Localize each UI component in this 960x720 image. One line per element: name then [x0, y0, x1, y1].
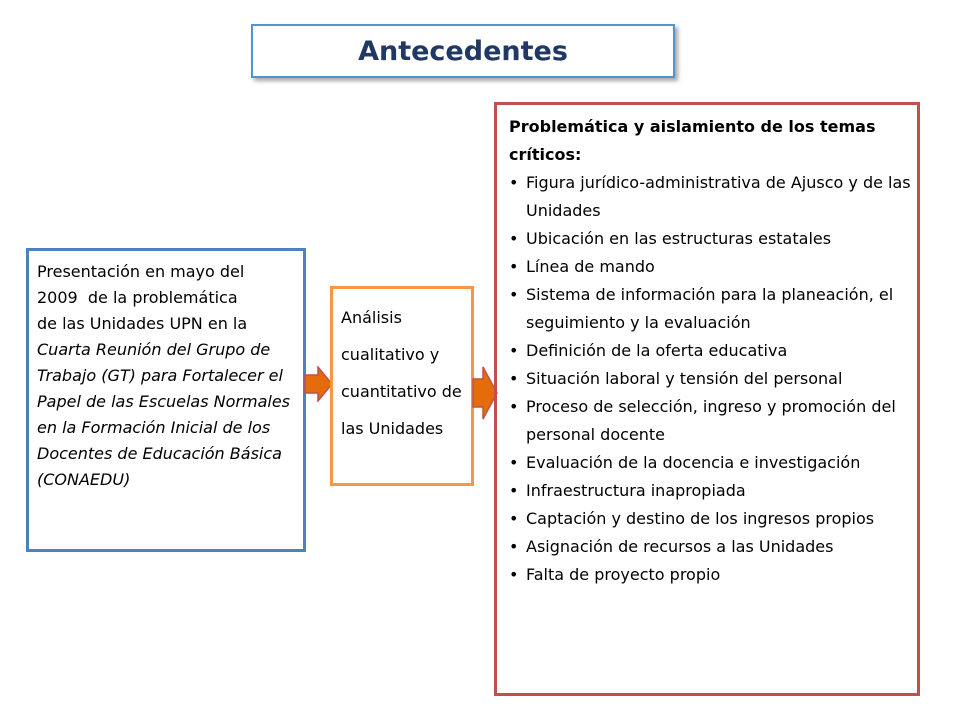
list-item	[509, 561, 911, 589]
bullet-icon: •	[509, 481, 519, 500]
bullet-icon: •	[509, 341, 519, 360]
list-item	[509, 393, 911, 449]
bullet-icon: •	[509, 565, 519, 584]
presentation-line-2: 2009 de la problemática	[37, 288, 238, 307]
list-item-text: Infraestructura inapropiada	[526, 481, 746, 500]
list-item-text: Evaluación de la docencia e investigación	[526, 453, 861, 472]
title-box	[251, 24, 675, 78]
list-item	[509, 477, 911, 505]
list-item	[509, 225, 911, 253]
bullet-icon: •	[509, 509, 519, 528]
list-item	[509, 337, 911, 365]
list-item-text: Figura jurídico-administrativa de Ajusco y de las Unidades	[526, 173, 911, 220]
list-item-text: Definición de la oferta educativa	[526, 341, 788, 360]
list-item	[509, 505, 911, 533]
presentation-box	[26, 248, 306, 552]
bullet-icon: •	[509, 537, 519, 556]
critical-issues-list	[509, 169, 911, 589]
critical-issues-heading: Problemática y aislamiento de los temas críticos:	[509, 117, 876, 164]
list-item-text: Situación laboral y tensión del personal	[526, 369, 843, 388]
analysis-text: Análisis cualitativo y cuantitativo de las Unidades	[341, 308, 462, 438]
bullet-icon: •	[509, 453, 519, 472]
list-item-text: Asignación de recursos a las Unidades	[526, 537, 834, 556]
critical-issues-box	[494, 102, 920, 696]
list-item-text: Captación y destino de los ingresos propios	[526, 509, 875, 528]
presentation-line-3: de las Unidades UPN en la	[37, 314, 248, 333]
list-item-text: Línea de mando	[526, 257, 655, 276]
page-title: Antecedentes	[358, 35, 568, 67]
bullet-icon: •	[509, 369, 519, 388]
list-item	[509, 449, 911, 477]
presentation-italic-text: Cuarta Reunión del Grupo de Trabajo (GT) para Fortalecer el Papel de las Escuelas Normales en la Formación Inicial de los Docentes de Educación Básica (CONAEDU)	[37, 340, 290, 489]
list-item	[509, 281, 911, 337]
list-item	[509, 533, 911, 561]
analysis-box	[330, 286, 474, 486]
bullet-icon: •	[509, 285, 519, 304]
list-item	[509, 253, 911, 281]
bullet-icon: •	[509, 229, 519, 248]
list-item	[509, 365, 911, 393]
bullet-icon: •	[509, 397, 519, 416]
bullet-icon: •	[509, 257, 519, 276]
list-item-text: Ubicación en las estructuras estatales	[526, 229, 832, 248]
list-item	[509, 169, 911, 225]
bullet-icon: •	[509, 173, 519, 192]
list-item-text: Proceso de selección, ingreso y promoción del personal docente	[526, 397, 896, 444]
presentation-line-1: Presentación en mayo del	[37, 262, 245, 281]
list-item-text: Falta de proyecto propio	[526, 565, 721, 584]
list-item-text: Sistema de información para la planeación, el seguimiento y la evaluación	[526, 285, 894, 332]
